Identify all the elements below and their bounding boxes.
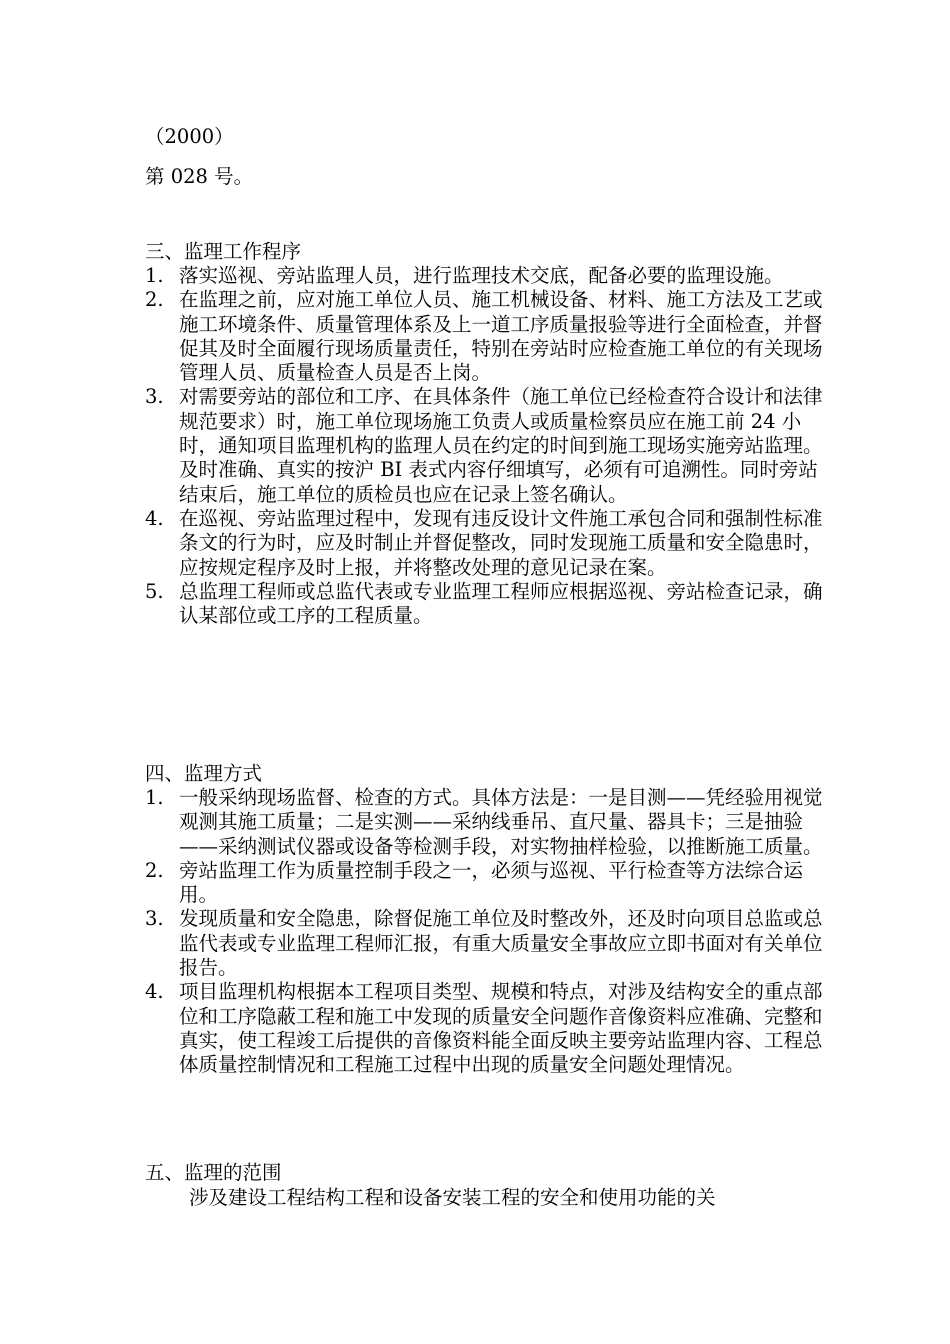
methods-list [145,786,825,1078]
list-item [145,859,825,908]
section-title: 三、监理工作程序 [145,240,302,263]
item-text: 对需要旁站的部位和工序、在具体条件（施工单位已经检查符合设计和法律规范要求）时，施工单位现场施工负责人或质量检察员应在施工前 24 小时，通知项目监理机构的监理人员在约定的时间到施工现场实施旁站监理。及时准确、真实的按沪 BI 表式内容仔细填写，必须有可追溯性。同时旁站结束后，施工单位的质检员也应在记录上签名确认。 [179,385,823,506]
section-title: 五、监理的范围 [145,1161,282,1184]
item-number: 2. [145,288,164,312]
item-text: 落实巡视、旁站监理人员，进行监理技术交底，配备必要的监理设施。 [179,264,784,287]
item-text: 旁站监理工作为质量控制手段之一，必须与巡视、平行检查等方法综合运用。 [179,858,804,907]
section-methods [145,761,825,1078]
item-number: 3. [145,385,164,409]
list-item [145,980,825,1077]
item-number: 5. [145,579,164,603]
item-text: 总监理工程师或总监代表或专业监理工程师应根据巡视、旁站检查记录，确认某部位或工序的工程质量。 [179,579,823,628]
item-text: 在监理之前，应对施工单位人员、施工机械设备、材料、施工方法及工艺或施工环境条件、质量管理体系及上一道工序质量报验等进行全面检查，并督促其及时全面履行现场质量责任，特别在旁站时应检查施工单位的有关现场管理人员、质量检查人员是否上岗。 [179,288,823,385]
section-title: 四、监理方式 [145,762,263,785]
item-text: 发现质量和安全隐患，除督促施工单位及时整改外，还及时向项目总监或总监代表或专业监理工程师汇报，有重大质量安全事故应立即书面对有关单位报告。 [179,907,823,980]
list-item [145,907,825,980]
item-number: 4. [145,506,164,530]
section-procedure [145,239,825,628]
item-text: 项目监理机构根据本工程项目类型、规模和特点，对涉及结构安全的重点部位和工序隐蔽工程和施工中发现的质量安全问题作音像资料应准确、完整和真实，使工程竣工后提供的音像资料能全面反映主要旁站监理内容、工程总体质量控制情况和工程施工过程中出现的质量安全问题处理情况。 [179,980,823,1077]
list-item [145,385,825,506]
item-number: 1. [145,786,164,809]
item-text: 一般采纳现场监督、检查的方式。具体方法是：一是目测——凭经验用视觉观测其施工质量；二是实测——采纳线垂吊、直尺量、器具卡；三是抽验——采纳测试仪器或设备等检测手段，对实物抽样检验，以推断施工质量。 [179,786,823,858]
list-item [145,580,825,629]
item-number: 3. [145,907,164,931]
list-item [145,264,825,288]
number-reference: 第 028 号。 [145,165,254,188]
year-reference: （2000） [145,125,234,148]
list-item [145,288,825,385]
item-number: 2. [145,858,164,882]
scope-paragraph: 涉及建设工程结构工程和设备安装工程的安全和使用功能的关 [189,1186,716,1209]
procedure-list [145,264,825,628]
item-number: 1. [145,264,164,287]
section-scope [145,1160,825,1210]
item-number: 4. [145,980,164,1004]
list-item [145,507,825,580]
list-item [145,786,825,859]
item-text: 在巡视、旁站监理过程中，发现有违反设计文件施工承包合同和强制性标准条文的行为时，应及时制止并督促整改，同时发现施工质量和安全隐患时，应按规定程序及时上报，并将整改处理的意见记录在案。 [179,506,823,579]
